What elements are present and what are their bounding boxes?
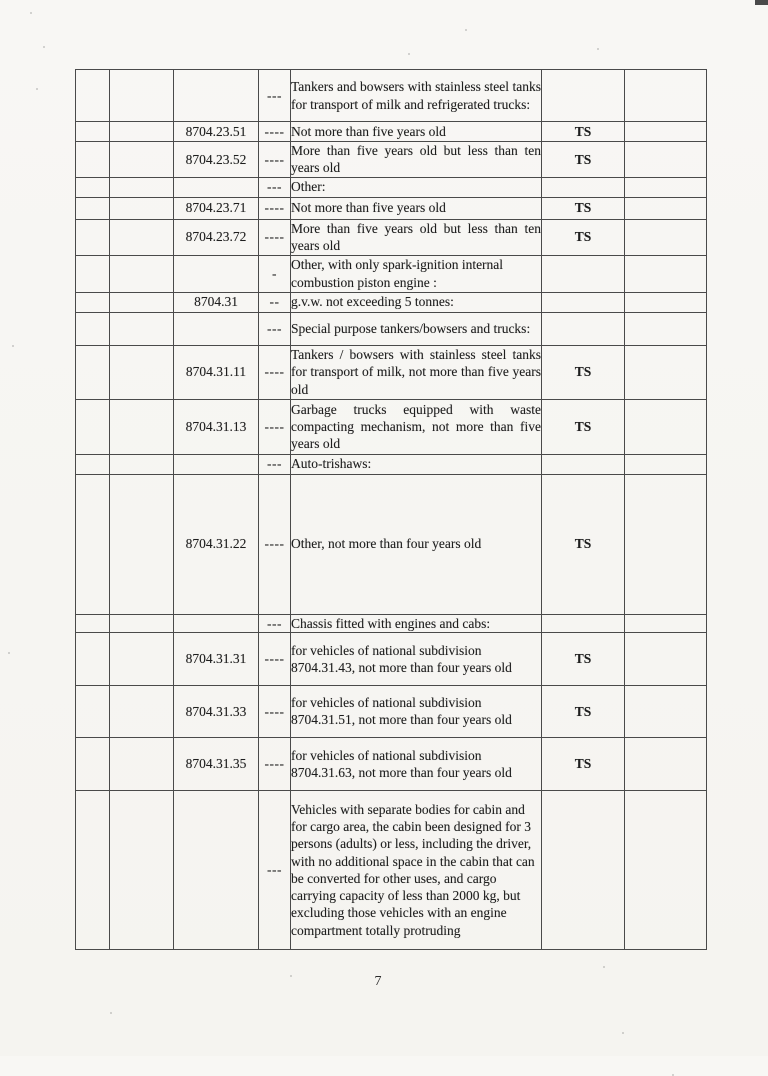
empty-cell-col7 xyxy=(625,454,707,474)
empty-cell-col1 xyxy=(76,292,110,312)
empty-cell-col1 xyxy=(76,219,110,255)
table-row xyxy=(76,685,707,737)
ts-cell xyxy=(542,70,625,122)
ts-cell: TS xyxy=(542,632,625,685)
indent-dash-cell: --- xyxy=(259,454,291,474)
indent-dash-cell: ---- xyxy=(259,399,291,454)
empty-cell-col2 xyxy=(110,142,174,178)
indent-dash-cell: ---- xyxy=(259,122,291,142)
ts-cell: TS xyxy=(542,399,625,454)
table-row xyxy=(76,632,707,685)
table-row xyxy=(76,614,707,632)
description-cell: Other, with only spark-ignition internal combustion piston engine : xyxy=(291,255,542,292)
indent-dash-cell: ---- xyxy=(259,632,291,685)
empty-cell-col2 xyxy=(110,312,174,345)
table-row xyxy=(76,790,707,949)
scan-speck xyxy=(36,88,38,90)
empty-cell-col1 xyxy=(76,790,110,949)
table-row xyxy=(76,399,707,454)
description-cell: Other, not more than four years old xyxy=(291,474,542,614)
ts-cell xyxy=(542,292,625,312)
indent-dash-cell: -- xyxy=(259,292,291,312)
description-cell: Special purpose tankers/bowsers and trucks: xyxy=(291,312,542,345)
scan-speck xyxy=(465,29,467,31)
table-row xyxy=(76,219,707,255)
hs-code-cell: 8704.23.51 xyxy=(174,122,259,142)
empty-cell-col2 xyxy=(110,345,174,399)
hs-code-cell: 8704.31.11 xyxy=(174,345,259,399)
description-cell: Not more than five years old xyxy=(291,197,542,219)
scan-speck xyxy=(12,345,14,347)
description-cell: Garbage trucks equipped with waste compacting mechanism, not more than five years old xyxy=(291,399,542,454)
tariff-schedule-table xyxy=(75,69,707,950)
hs-code-cell: 8704.31 xyxy=(174,292,259,312)
empty-cell-col7 xyxy=(625,474,707,614)
table-row xyxy=(76,122,707,142)
table-row xyxy=(76,345,707,399)
table-row xyxy=(76,737,707,790)
tariff-table-body xyxy=(76,70,707,950)
ts-cell: TS xyxy=(542,474,625,614)
empty-cell-col1 xyxy=(76,737,110,790)
scan-speck xyxy=(597,48,599,50)
ts-cell xyxy=(542,177,625,197)
indent-dash-cell: ---- xyxy=(259,685,291,737)
description-cell: More than five years old but less than ten years old xyxy=(291,143,541,176)
indent-dash-cell: --- xyxy=(259,790,291,949)
empty-cell-col2 xyxy=(110,737,174,790)
ts-cell: TS xyxy=(542,345,625,399)
table-row xyxy=(76,454,707,474)
ts-cell: TS xyxy=(542,197,625,219)
empty-cell-col7 xyxy=(625,790,707,949)
description-cell: Chassis fitted with engines and cabs: xyxy=(291,614,542,632)
empty-cell-col1 xyxy=(76,399,110,454)
indent-dash-cell: --- xyxy=(259,614,291,632)
ts-cell xyxy=(542,312,625,345)
table-row xyxy=(76,177,707,197)
empty-cell-col7 xyxy=(625,685,707,737)
ts-cell: TS xyxy=(542,685,625,737)
hs-code-cell: 8704.31.13 xyxy=(174,399,259,454)
scan-speck xyxy=(408,53,410,55)
indent-dash-cell: ---- xyxy=(259,737,291,790)
scan-speck xyxy=(290,975,292,977)
hs-code-cell: 8704.31.22 xyxy=(174,474,259,614)
ts-cell: TS xyxy=(542,737,625,790)
empty-cell-col7 xyxy=(625,345,707,399)
empty-cell-col1 xyxy=(76,454,110,474)
table-row xyxy=(76,312,707,345)
hs-code-cell: 8704.31.31 xyxy=(174,632,259,685)
hs-code-cell xyxy=(174,790,259,949)
empty-cell-col2 xyxy=(110,399,174,454)
ts-cell: TS xyxy=(542,219,625,255)
ts-cell xyxy=(542,454,625,474)
table-row xyxy=(76,197,707,219)
ts-cell: TS xyxy=(542,122,625,142)
empty-cell-col7 xyxy=(625,312,707,345)
indent-dash-cell: ---- xyxy=(259,345,291,399)
empty-cell-col7 xyxy=(625,737,707,790)
description-cell: Tankers / bowsers with stainless steel tanks for transport of milk, not more than five years old xyxy=(291,345,542,399)
empty-cell-col1 xyxy=(76,70,110,122)
description-cell: Other: xyxy=(291,177,542,197)
description-cell: for vehicles of national subdivision 8704.31.63, not more than four years old xyxy=(291,737,542,790)
hs-code-cell: 8704.23.72 xyxy=(174,219,259,255)
empty-cell-col2 xyxy=(110,790,174,949)
empty-cell-col7 xyxy=(625,255,707,292)
scan-speck xyxy=(603,966,605,968)
ts-cell xyxy=(542,255,625,292)
hs-code-cell xyxy=(174,255,259,292)
empty-cell-col7 xyxy=(625,197,707,219)
description-cell: Vehicles with separate bodies for cabin and for cargo area, the cabin been designed for 3 persons (adults) or less, including the driver, with no additional space in the cabin that can be converted for other uses, and cargo carrying capacity of less than 2000 kg, but excluding those vehicles with an engine compartment totally protruding xyxy=(291,790,542,949)
empty-cell-col2 xyxy=(110,255,174,292)
indent-dash-cell: ---- xyxy=(259,142,291,178)
ts-cell: TS xyxy=(542,142,625,178)
indent-dash-cell: - xyxy=(259,255,291,292)
page-number: 7 xyxy=(374,974,382,989)
empty-cell-col7 xyxy=(625,614,707,632)
indent-dash-cell: --- xyxy=(259,177,291,197)
empty-cell-col2 xyxy=(110,614,174,632)
description-cell: for vehicles of national subdivision 8704.31.51, not more than four years old xyxy=(291,685,542,737)
description-cell: Auto-trishaws: xyxy=(291,454,542,474)
scan-edge-artifact xyxy=(755,0,768,5)
hs-code-cell xyxy=(174,70,259,122)
empty-cell-col1 xyxy=(76,142,110,178)
hs-code-cell: 8704.23.52 xyxy=(174,142,259,178)
empty-cell-col7 xyxy=(625,399,707,454)
table-row xyxy=(76,292,707,312)
ts-cell xyxy=(542,790,625,949)
table-row xyxy=(76,474,707,614)
empty-cell-col7 xyxy=(625,219,707,255)
empty-cell-col7 xyxy=(625,142,707,178)
empty-cell-col1 xyxy=(76,255,110,292)
empty-cell-col2 xyxy=(110,632,174,685)
empty-cell-col1 xyxy=(76,632,110,685)
empty-cell-col2 xyxy=(110,177,174,197)
description-cell: More than five years old but less than ten years old xyxy=(291,220,541,254)
scan-speck xyxy=(8,652,10,654)
hs-code-cell xyxy=(174,454,259,474)
table-row xyxy=(76,142,707,178)
table-row xyxy=(76,255,707,292)
table-row xyxy=(76,70,707,122)
scan-speck xyxy=(110,1012,112,1014)
empty-cell-col1 xyxy=(76,312,110,345)
empty-cell-col7 xyxy=(625,70,707,122)
empty-cell-col2 xyxy=(110,685,174,737)
empty-cell-col2 xyxy=(110,122,174,142)
hs-code-cell xyxy=(174,312,259,345)
empty-cell-col2 xyxy=(110,197,174,219)
indent-dash-cell: ---- xyxy=(259,219,291,255)
description-cell: Not more than five years old xyxy=(291,122,542,142)
empty-cell-col2 xyxy=(110,70,174,122)
ts-cell xyxy=(542,614,625,632)
indent-dash-cell: ---- xyxy=(259,197,291,219)
scan-speck xyxy=(30,12,32,14)
empty-cell-col7 xyxy=(625,292,707,312)
indent-dash-cell: --- xyxy=(259,70,291,122)
description-cell: for vehicles of national subdivision 8704.31.43, not more than four years old xyxy=(291,632,542,685)
hs-code-cell: 8704.31.35 xyxy=(174,737,259,790)
indent-dash-cell: ---- xyxy=(259,474,291,614)
empty-cell-col1 xyxy=(76,197,110,219)
scan-speck xyxy=(622,1032,624,1034)
empty-cell-col1 xyxy=(76,177,110,197)
empty-cell-col2 xyxy=(110,454,174,474)
empty-cell-col2 xyxy=(110,219,174,255)
empty-cell-col1 xyxy=(76,614,110,632)
empty-cell-col1 xyxy=(76,474,110,614)
description-cell: Tankers and bowsers with stainless steel tanks for transport of milk and refrigerated trucks: xyxy=(291,70,542,122)
empty-cell-col7 xyxy=(625,122,707,142)
empty-cell-col2 xyxy=(110,292,174,312)
scan-speck xyxy=(43,46,45,48)
hs-code-cell: 8704.23.71 xyxy=(174,197,259,219)
empty-cell-col1 xyxy=(76,685,110,737)
hs-code-cell xyxy=(174,614,259,632)
empty-cell-col7 xyxy=(625,632,707,685)
hs-code-cell xyxy=(174,177,259,197)
indent-dash-cell: --- xyxy=(259,312,291,345)
hs-code-cell: 8704.31.33 xyxy=(174,685,259,737)
empty-cell-col7 xyxy=(625,177,707,197)
description-cell: g.v.w. not exceeding 5 tonnes: xyxy=(291,292,542,312)
empty-cell-col2 xyxy=(110,474,174,614)
empty-cell-col1 xyxy=(76,345,110,399)
empty-cell-col1 xyxy=(76,122,110,142)
